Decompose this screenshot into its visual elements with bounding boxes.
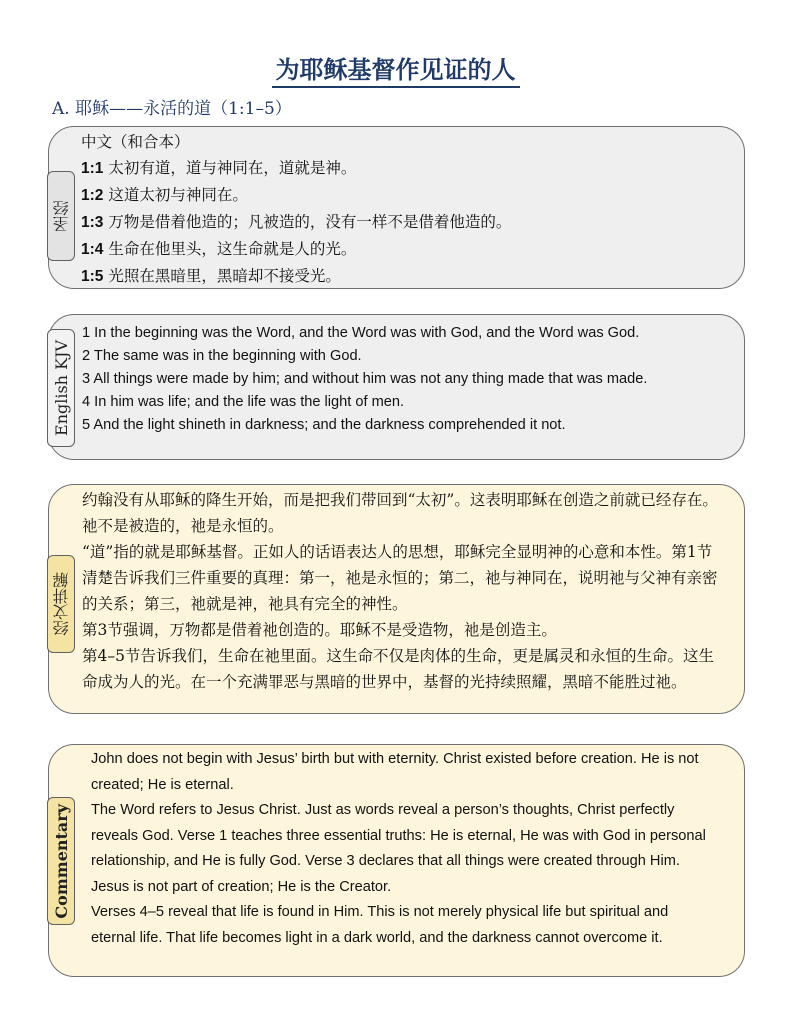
chinese-commentary-tab-label: 经文讲解 (51, 572, 71, 636)
commentary-paragraph: 约翰没有从耶稣的降生开始，而是把我们带回到“太初”。这表明耶稣在创造之前就已经存在。祂不是被造的，祂是永恒的。 (82, 491, 718, 535)
verse-line: 3 All things were made by him; and without him was not any thing made that was made. (82, 371, 648, 387)
verse-line: 1:5 光照在黑暗里，黑暗却不接受光。 (81, 267, 341, 285)
verse-line: 1:4 生命在他里头，这生命就是人的光。 (81, 240, 357, 258)
commentary-paragraph: 第3节强调，万物都是借着祂创造的。耶稣不是受造物，祂是创造主。 (82, 621, 557, 639)
english-commentary-tab (47, 797, 75, 925)
commentary-paragraph: The Word refers to Jesus Christ. Just as words reveal a person’s thoughts, Christ perfectly reveals God. Verse 1 teaches three essential truths: He is eternal, He was with God in personal relationship, and He is fully God. Verse 3 declares that all things were created through Him. Jesus is not part of creation; He is the Creator. (91, 802, 706, 895)
section-heading: A. 耶稣——永活的道（1:1–5） (52, 99, 292, 119)
chinese-commentary-text (82, 487, 722, 695)
chinese-commentary-box (48, 484, 745, 714)
chinese-commentary-tab (47, 555, 75, 653)
english-commentary-text (91, 747, 711, 951)
commentary-paragraph: John does not begin with Jesus’ birth but with eternity. Christ existed before creation. He is not created; He is eternal. (91, 751, 699, 793)
chinese-scripture-tab (47, 171, 75, 261)
english-commentary-box (48, 744, 745, 977)
commentary-paragraph: 第4–5节告诉我们，生命在祂里面。这生命不仅是肉体的生命，更是属灵和永恒的生命。这生命成为人的光。在一个充满罪恶与黑暗的世界中，基督的光持续照耀，黑暗不能胜过祂。 (82, 647, 714, 691)
commentary-paragraph: Verses 4–5 reveal that life is found in Him. This is not merely physical life but spiritual and eternal life. That life becomes light in a dark world, and the darkness cannot overcome it. (91, 904, 669, 946)
chinese-scripture-tab-label: 圣经 (51, 200, 71, 232)
verse-line: 1:2 这道太初与神同在。 (81, 186, 248, 204)
verse-line: 2 The same was in the beginning with God. (82, 348, 362, 364)
chinese-scripture-box (48, 126, 745, 289)
verse-line: 4 In him was life; and the life was the light of men. (82, 394, 405, 410)
verse-line: 1 In the beginning was the Word, and the Word was with God, and the Word was God. (82, 325, 640, 341)
version-label: 中文（和合本） (81, 133, 190, 151)
english-scripture-tab-label: English KJV (51, 340, 71, 436)
page-title: 为耶稣基督作见证的人 (272, 55, 520, 88)
english-verses (82, 323, 722, 438)
verse-line: 5 And the light shineth in darkness; and the darkness comprehended it not. (82, 417, 566, 433)
page-title-wrap (0, 50, 791, 85)
chinese-verses (81, 129, 511, 290)
english-scripture-tab (47, 329, 75, 447)
commentary-paragraph: “道”指的就是耶稣基督。正如人的话语表达人的思想，耶稣完全显明神的心意和本性。第1节清楚告诉我们三件重要的真理：第一，祂是永恒的；第二，祂与神同在，说明祂与父神有亲密的关系；第三，祂就是神，祂具有完全的神性。 (82, 543, 718, 613)
english-scripture-box (48, 314, 745, 460)
verse-line: 1:3 万物是借着他造的；凡被造的，没有一样不是借着他造的。 (81, 213, 512, 231)
verse-line: 1:1 太初有道，道与神同在，道就是神。 (81, 159, 357, 177)
english-commentary-tab-label: Commentary (51, 803, 71, 919)
